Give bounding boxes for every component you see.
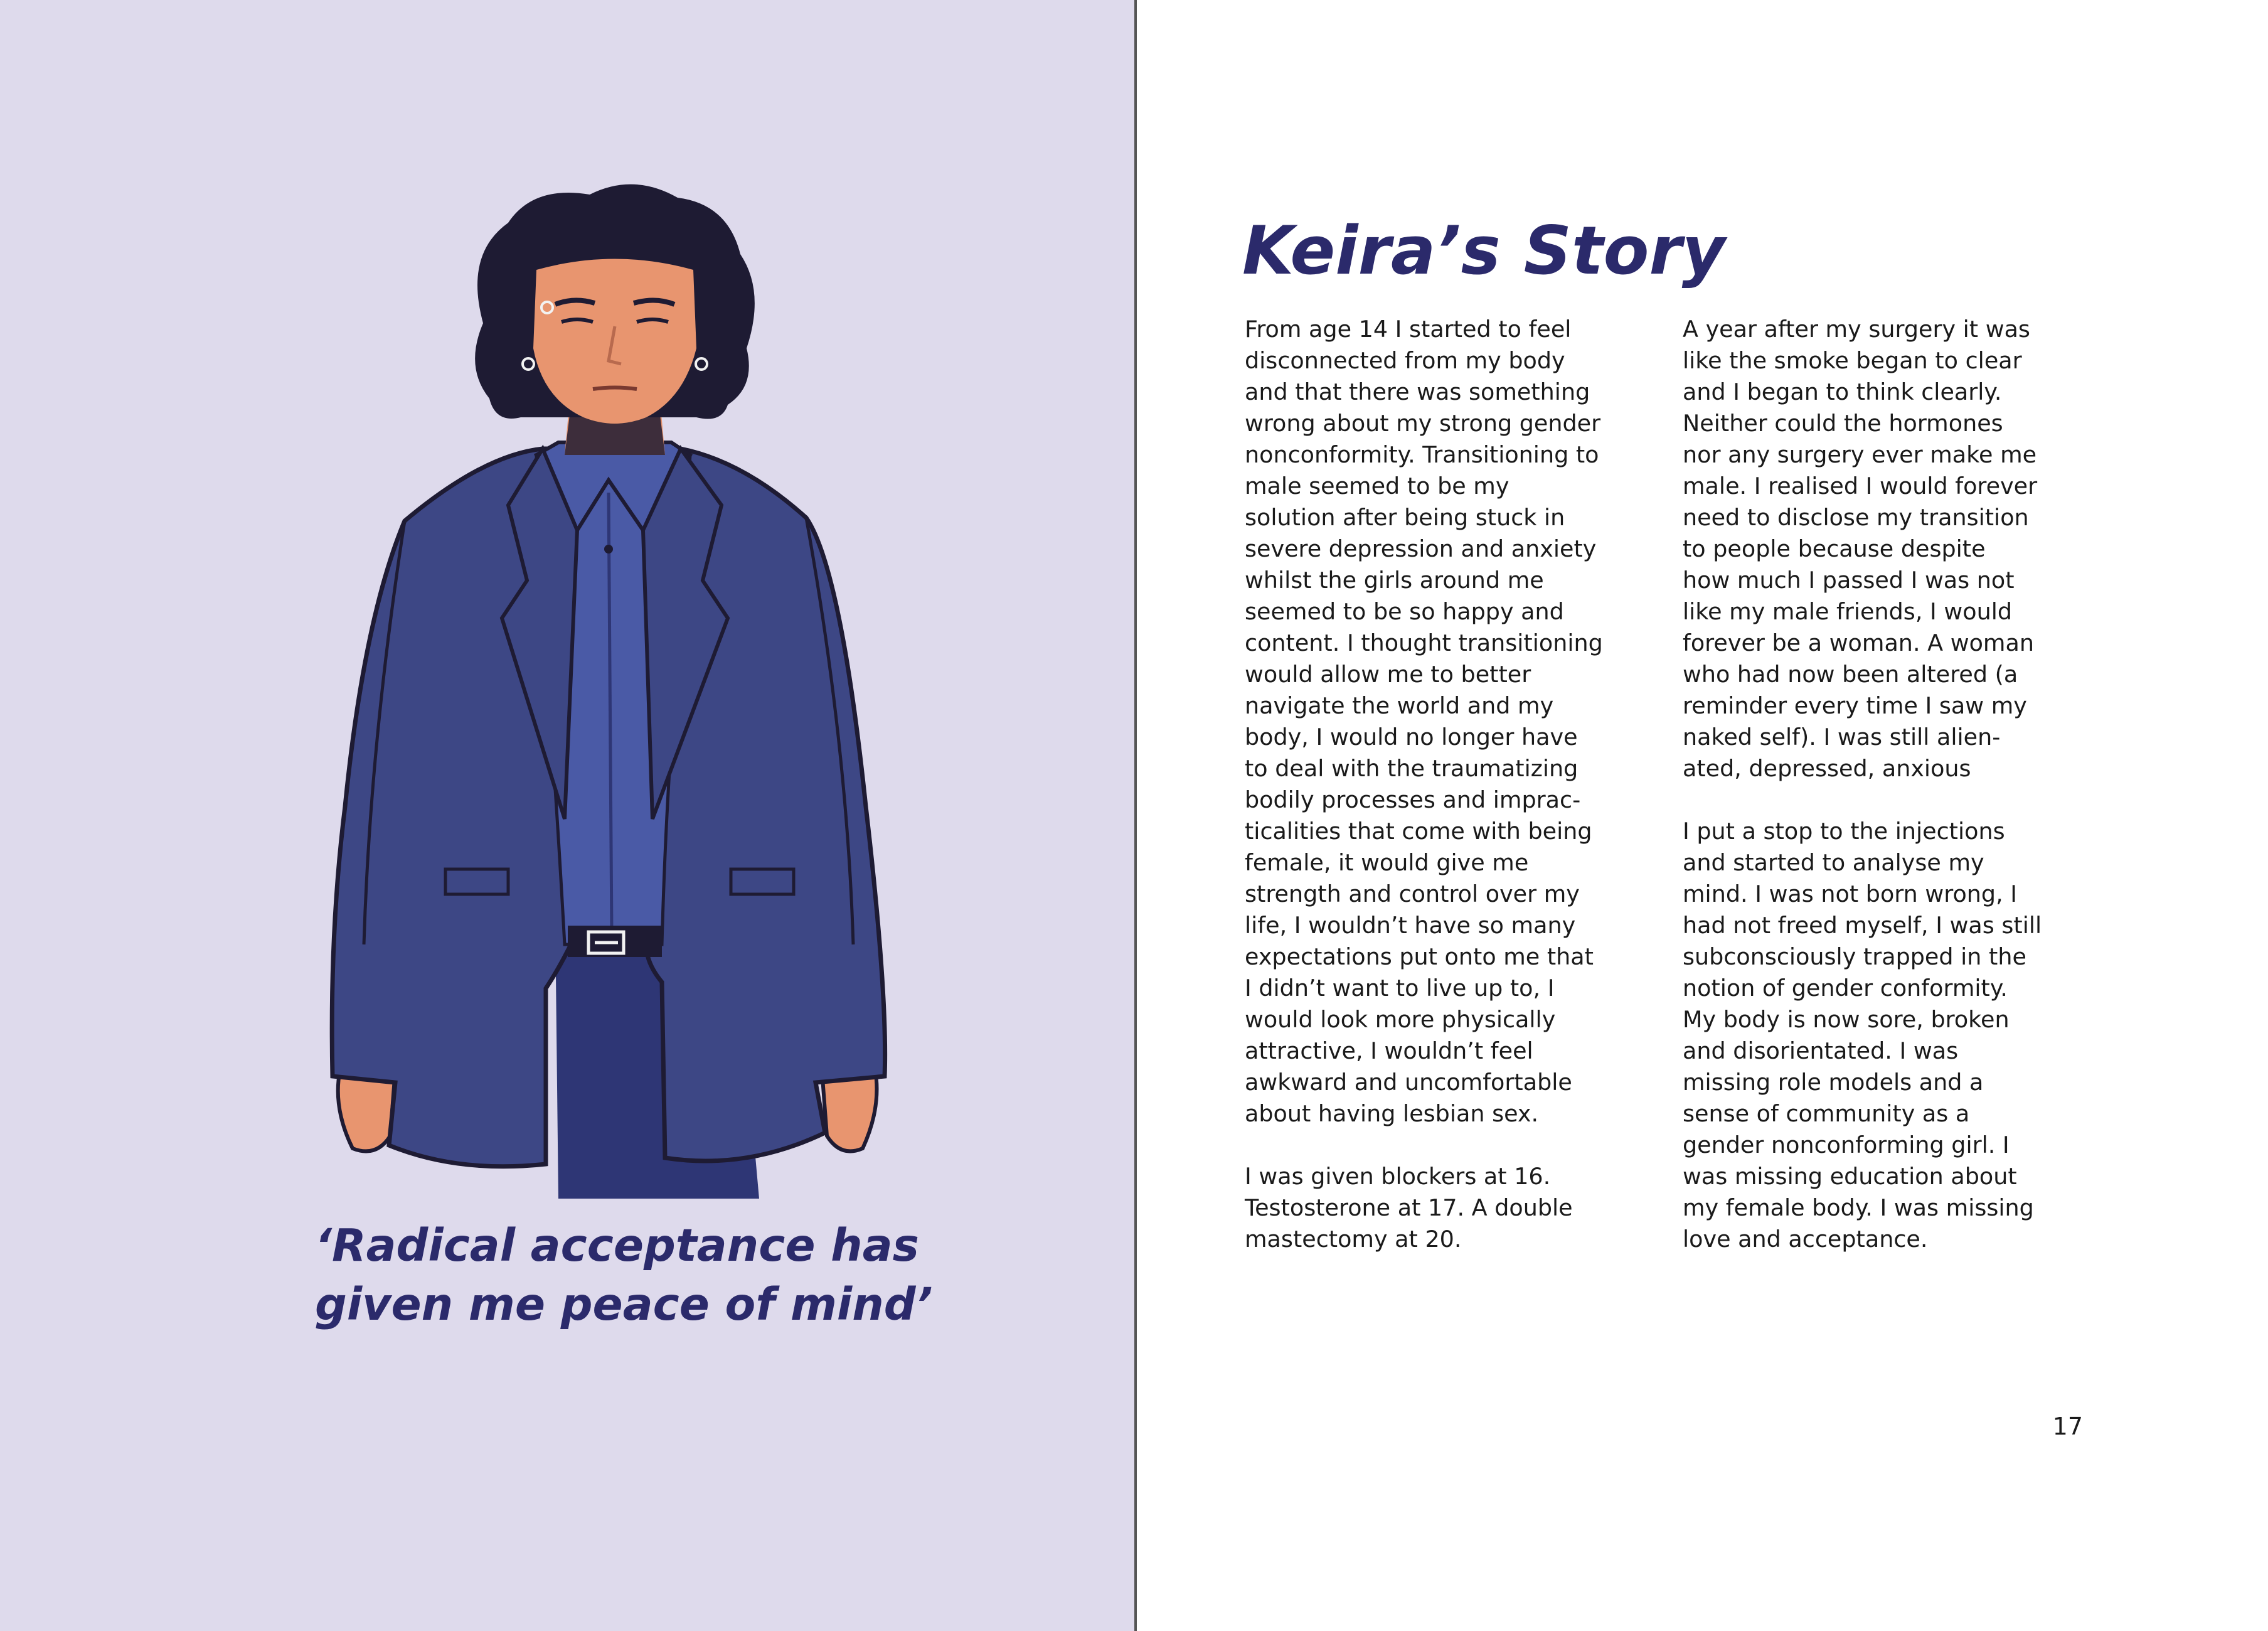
text-line: and I began to think clearly. [1683, 378, 2002, 405]
text-line: disconnected from my body [1245, 347, 1565, 374]
text-line: male seemed to be my [1245, 473, 1509, 500]
text-line: like my male friends, I would [1683, 598, 2013, 625]
text-line: content. I thought transitioning [1245, 629, 1603, 656]
text-line: My body is now sore, broken [1683, 1006, 2010, 1033]
text-line: strength and control over my [1245, 880, 1580, 907]
pull-quote [315, 1216, 1068, 1334]
paragraph [1683, 816, 2122, 1255]
text-line: I was given blockers at 16. [1245, 1163, 1551, 1190]
text-line: would allow me to better [1245, 661, 1531, 688]
text-line: naked self). I was still alien- [1683, 724, 2001, 751]
text-line: subconsciously trapped in the [1683, 943, 2026, 970]
text-line: missing role models and a [1683, 1069, 1984, 1096]
text-line: would look more physically [1245, 1006, 1556, 1033]
text-line: forever be a woman. A woman [1683, 629, 2034, 656]
text-line: and that there was something [1245, 378, 1590, 405]
portrait-illustration [295, 179, 922, 1208]
text-line: expectations put onto me that [1245, 943, 1594, 970]
paragraph [1245, 1161, 1684, 1255]
text-line: severe depression and anxiety [1245, 535, 1597, 562]
text-line: gender nonconforming girl. I [1683, 1131, 2010, 1158]
text-line: love and acceptance. [1683, 1226, 1928, 1253]
text-line: bodily processes and imprac- [1245, 786, 1581, 813]
text-line: need to disclose my transition [1683, 504, 2029, 531]
text-line: solution after being stuck in [1245, 504, 1565, 531]
text-line: about having lesbian sex. [1245, 1100, 1539, 1127]
text-line: awkward and uncomfortable [1245, 1069, 1572, 1096]
text-line: life, I wouldn’t have so many [1245, 912, 1576, 939]
text-line: ated, depressed, anxious [1683, 755, 1971, 782]
text-line: nonconformity. Transitioning to [1245, 441, 1599, 468]
text-line: wrong about my strong gender [1245, 410, 1601, 437]
text-line: to deal with the traumatizing [1245, 755, 1579, 782]
text-line: to people because despite [1683, 535, 1986, 562]
paragraph [1245, 314, 1684, 1130]
story-title: Keira’s Story [1242, 212, 1725, 289]
text-line: I didn’t want to live up to, I [1245, 975, 1555, 1002]
text-line: had not freed myself, I was still [1683, 912, 2042, 939]
text-line: and disorientated. I was [1683, 1037, 1959, 1064]
text-line: nor any surgery ever make me [1683, 441, 2037, 468]
text-line: and started to analyse my [1683, 849, 1984, 876]
text-line: navigate the world and my [1245, 692, 1554, 719]
text-line: From age 14 I started to feel [1245, 316, 1572, 343]
text-line: reminder every time I saw my [1683, 692, 2027, 719]
text-line: like the smoke began to clear [1683, 347, 2022, 374]
text-line: seemed to be so happy and [1245, 598, 1564, 625]
text-line: whilst the girls around me [1245, 567, 1544, 594]
text-line: A year after my surgery it was [1683, 316, 2030, 343]
text-line: sense of community as a [1683, 1100, 1970, 1127]
text-line: attractive, I wouldn’t feel [1245, 1037, 1533, 1064]
text-line: my female body. I was missing [1683, 1194, 2034, 1221]
text-column-1 [1245, 314, 1684, 1255]
pull-quote-line: given me peace of mind’ [315, 1278, 933, 1330]
text-line: mind. I was not born wrong, I [1683, 880, 2018, 907]
text-line: I put a stop to the injections [1683, 818, 2005, 845]
text-line: female, it would give me [1245, 849, 1529, 876]
pull-quote-line: ‘Radical acceptance has [315, 1219, 919, 1271]
text-line: mastectomy at 20. [1245, 1226, 1462, 1253]
text-column-2 [1683, 314, 2122, 1255]
text-line: body, I would no longer have [1245, 724, 1578, 751]
text-line: Neither could the hormones [1683, 410, 2003, 437]
text-line: male. I realised I would forever [1683, 473, 2038, 500]
page-number: 17 [2052, 1413, 2083, 1440]
text-line: Testosterone at 17. A double [1245, 1194, 1573, 1221]
paragraph [1683, 314, 2122, 784]
text-line: was missing education about [1683, 1163, 2017, 1190]
text-line: notion of gender conformity. [1683, 975, 2008, 1002]
text-line: how much I passed I was not [1683, 567, 2015, 594]
text-line: ticalities that come with being [1245, 818, 1592, 845]
text-line: who had now been altered (a [1683, 661, 2018, 688]
